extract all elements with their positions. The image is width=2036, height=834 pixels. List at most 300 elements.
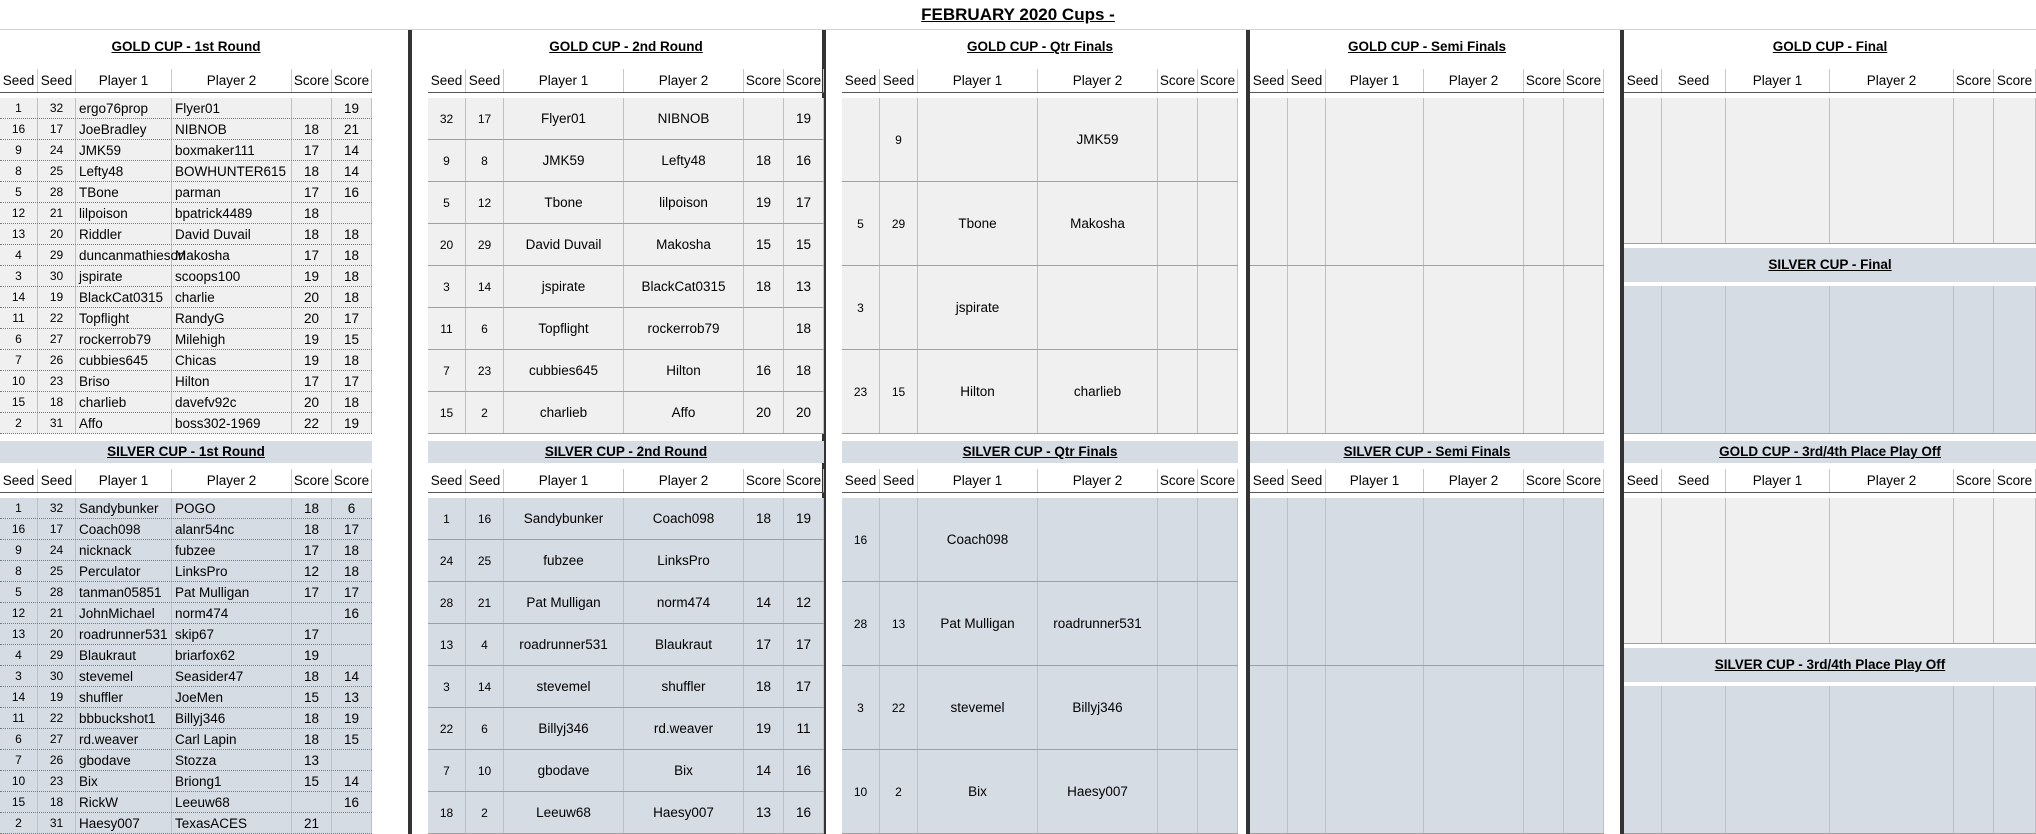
player-2-cell: Billyj346 — [172, 708, 292, 728]
column-header-player-1: Player 1 — [918, 469, 1038, 492]
table-row — [0, 540, 372, 561]
player-2-cell — [1830, 686, 1954, 833]
table-row — [1624, 286, 2036, 434]
seed-2-cell: 29 — [466, 224, 504, 265]
table-row — [0, 519, 372, 540]
score-2-cell: 17 — [332, 308, 372, 328]
seed-2-cell: 6 — [466, 308, 504, 349]
score-2-cell — [1198, 582, 1238, 665]
seed-1-cell: 20 — [428, 224, 466, 265]
seed-1-cell: 23 — [842, 350, 880, 433]
score-1-cell: 15 — [292, 771, 332, 791]
score-1-cell: 21 — [292, 813, 332, 833]
player-1-cell: ergo76prop — [76, 98, 172, 118]
player-1-cell: Bix — [76, 771, 172, 791]
player-1-cell: bbbuckshot1 — [76, 708, 172, 728]
gold-r1-title: GOLD CUP - 1st Round — [111, 39, 261, 54]
seed-2-cell: 14 — [466, 666, 504, 707]
column-header-seed: Seed — [1624, 469, 1662, 492]
seed-1-cell: 7 — [0, 750, 38, 770]
player-2-cell: skip67 — [172, 624, 292, 644]
seed-2-cell: 26 — [38, 350, 76, 370]
column-header-player-2: Player 2 — [1424, 69, 1524, 92]
column-header-score: Score — [1954, 469, 1994, 492]
seed-1-cell — [1624, 498, 1662, 643]
score-2-cell: 17 — [784, 666, 824, 707]
score-1-cell: 17 — [744, 624, 784, 665]
seed-2-cell: 15 — [880, 350, 918, 433]
player-2-cell — [1424, 666, 1524, 833]
gold-final-table — [1624, 98, 2036, 244]
score-1-cell — [1524, 266, 1564, 433]
column-header-score: Score — [1158, 69, 1198, 92]
seed-1-cell: 3 — [0, 266, 38, 286]
player-2-cell: parman — [172, 182, 292, 202]
score-2-cell — [332, 203, 372, 223]
seed-1-cell: 3 — [428, 266, 466, 307]
score-2-cell: 16 — [332, 792, 372, 812]
seed-1-cell: 16 — [842, 498, 880, 581]
player-2-cell: Coach098 — [624, 498, 744, 539]
seed-1-cell: 5 — [428, 182, 466, 223]
player-1-cell: Topflight — [504, 308, 624, 349]
seed-2-cell: 2 — [880, 750, 918, 833]
seed-1-cell: 4 — [0, 245, 38, 265]
seed-2-cell — [1288, 666, 1326, 833]
seed-2-cell — [880, 266, 918, 349]
table-row — [0, 750, 372, 771]
table-row — [428, 540, 824, 582]
score-1-cell — [1158, 98, 1198, 181]
player-1-cell: Hilton — [918, 350, 1038, 433]
column-header-score: Score — [332, 469, 372, 492]
player-1-cell: BlackCat0315 — [76, 287, 172, 307]
seed-2-cell: 32 — [38, 498, 76, 518]
table-row — [0, 203, 372, 224]
player-1-cell — [1726, 498, 1830, 643]
column-header-score: Score — [1564, 69, 1604, 92]
seed-2-cell — [1288, 498, 1326, 665]
table-row — [842, 350, 1238, 434]
player-1-cell: shuffler — [76, 687, 172, 707]
score-2-cell — [332, 624, 372, 644]
seed-1-cell: 11 — [0, 308, 38, 328]
player-1-cell: lilpoison — [76, 203, 172, 223]
seed-1-cell: 3 — [842, 666, 880, 749]
player-1-cell: Tbone — [504, 182, 624, 223]
score-2-cell: 15 — [332, 329, 372, 349]
seed-1-cell — [842, 98, 880, 181]
table-row — [0, 224, 372, 245]
score-2-cell: 20 — [784, 392, 824, 433]
player-2-cell: Milehigh — [172, 329, 292, 349]
player-1-cell: TBone — [76, 182, 172, 202]
silver-sf-title: SILVER CUP - Semi Finals — [1250, 441, 1604, 463]
table-row — [0, 603, 372, 624]
player-1-cell: JoeBradley — [76, 119, 172, 139]
table-row — [428, 666, 824, 708]
score-1-cell: 22 — [292, 413, 332, 433]
player-1-cell: Pat Mulligan — [918, 582, 1038, 665]
column-header-seed: Seed — [1288, 469, 1326, 492]
table-row — [428, 624, 824, 666]
player-2-cell: alanr54nc — [172, 519, 292, 539]
score-1-cell — [1524, 666, 1564, 833]
seed-1-cell: 14 — [0, 287, 38, 307]
score-1-cell: 17 — [292, 371, 332, 391]
table-row — [0, 413, 372, 434]
silver-r2-title: SILVER CUP - 2nd Round — [428, 441, 824, 463]
table-row — [0, 687, 372, 708]
column-header-seed: Seed — [1250, 69, 1288, 92]
table-row — [842, 498, 1238, 582]
player-2-cell: charlieb — [1038, 350, 1158, 433]
column-header-seed: Seed — [428, 469, 466, 492]
column-header-score: Score — [292, 469, 332, 492]
score-1-cell: 13 — [292, 750, 332, 770]
score-2-cell: 6 — [332, 498, 372, 518]
score-1-cell: 18 — [292, 203, 332, 223]
score-1-cell — [1158, 350, 1198, 433]
seed-2-cell: 21 — [38, 603, 76, 623]
column-header-seed: Seed — [842, 469, 880, 492]
score-1-cell: 17 — [292, 182, 332, 202]
score-2-cell: 17 — [332, 519, 372, 539]
gold-3rd4th-column-header — [1624, 466, 2036, 493]
seed-1-cell: 2 — [0, 413, 38, 433]
seed-2-cell — [1288, 98, 1326, 265]
seed-2-cell: 17 — [38, 519, 76, 539]
table-row — [0, 287, 372, 308]
table-row — [842, 98, 1238, 182]
score-1-cell: 18 — [292, 708, 332, 728]
silver-sf-column-header — [1250, 466, 1604, 493]
column-header-score: Score — [1524, 469, 1564, 492]
seed-2-cell: 28 — [38, 582, 76, 602]
table-row — [0, 498, 372, 519]
table-row — [0, 792, 372, 813]
player-1-cell — [1726, 98, 1830, 243]
player-2-cell: TexasACES — [172, 813, 292, 833]
seed-2-cell: 32 — [38, 98, 76, 118]
score-1-cell — [1158, 266, 1198, 349]
score-1-cell — [1954, 498, 1994, 643]
seed-1-cell: 2 — [0, 813, 38, 833]
player-2-cell: rd.weaver — [624, 708, 744, 749]
seed-1-cell: 12 — [0, 203, 38, 223]
player-2-cell: boxmaker111 — [172, 140, 292, 160]
player-1-cell: Sandybunker — [76, 498, 172, 518]
score-1-cell: 18 — [292, 666, 332, 686]
player-2-cell — [1830, 98, 1954, 243]
seed-2-cell: 19 — [38, 287, 76, 307]
score-2-cell: 21 — [332, 119, 372, 139]
seed-1-cell — [1250, 498, 1288, 665]
seed-1-cell: 1 — [0, 498, 38, 518]
player-2-cell: Hilton — [624, 350, 744, 391]
score-2-cell: 17 — [784, 182, 824, 223]
column-header-player-1: Player 1 — [76, 69, 172, 92]
player-2-cell: Stozza — [172, 750, 292, 770]
score-2-cell — [1994, 98, 2036, 243]
seed-2-cell: 31 — [38, 813, 76, 833]
score-1-cell — [1158, 498, 1198, 581]
player-2-cell: Makosha — [172, 245, 292, 265]
player-2-cell: boss302-1969 — [172, 413, 292, 433]
column-header-score: Score — [1524, 69, 1564, 92]
score-2-cell: 19 — [784, 98, 824, 139]
score-2-cell: 16 — [784, 140, 824, 181]
table-row — [0, 813, 372, 834]
gold-sf-table — [1250, 98, 1604, 434]
table-row — [0, 140, 372, 161]
seed-2-cell: 26 — [38, 750, 76, 770]
player-2-cell: briarfox62 — [172, 645, 292, 665]
score-2-cell: 14 — [332, 140, 372, 160]
seed-2-cell: 24 — [38, 140, 76, 160]
seed-1-cell: 3 — [842, 266, 880, 349]
score-2-cell — [1564, 266, 1604, 433]
player-1-cell: Haesy007 — [76, 813, 172, 833]
player-2-cell: Hilton — [172, 371, 292, 391]
seed-1-cell: 9 — [428, 140, 466, 181]
player-2-cell: Billyj346 — [1038, 666, 1158, 749]
score-1-cell — [1158, 750, 1198, 833]
player-2-cell: shuffler — [624, 666, 744, 707]
seed-1-cell: 32 — [428, 98, 466, 139]
seed-1-cell: 1 — [0, 98, 38, 118]
seed-2-cell: 14 — [466, 266, 504, 307]
player-1-cell: RickW — [76, 792, 172, 812]
score-2-cell: 12 — [784, 582, 824, 623]
score-1-cell: 20 — [292, 287, 332, 307]
column-header-score: Score — [1158, 469, 1198, 492]
player-2-cell — [1424, 98, 1524, 265]
table-row — [0, 561, 372, 582]
column-header-player-2: Player 2 — [1424, 469, 1524, 492]
column-header-seed: Seed — [1250, 469, 1288, 492]
seed-2-cell: 16 — [466, 498, 504, 539]
seed-1-cell: 12 — [0, 603, 38, 623]
column-header-player-1: Player 1 — [918, 69, 1038, 92]
score-1-cell — [744, 308, 784, 349]
column-header-score: Score — [744, 469, 784, 492]
score-2-cell — [332, 645, 372, 665]
table-row — [428, 224, 824, 266]
gold-r2-column-header — [428, 66, 824, 93]
column-header-score: Score — [1564, 469, 1604, 492]
player-1-cell: JohnMichael — [76, 603, 172, 623]
score-2-cell — [1198, 350, 1238, 433]
player-1-cell: duncanmathieson — [76, 245, 172, 265]
seed-1-cell: 8 — [0, 561, 38, 581]
table-row — [842, 182, 1238, 266]
column-header-seed: Seed — [38, 69, 76, 92]
column-header-score: Score — [784, 469, 824, 492]
seed-2-cell — [1288, 266, 1326, 433]
score-2-cell: 18 — [332, 287, 372, 307]
seed-2-cell: 24 — [38, 540, 76, 560]
seed-2-cell: 25 — [38, 561, 76, 581]
table-row — [0, 266, 372, 287]
table-row — [428, 792, 824, 834]
score-1-cell: 19 — [292, 350, 332, 370]
silver-r1-column-header — [0, 466, 372, 493]
score-2-cell: 16 — [784, 750, 824, 791]
seed-2-cell: 20 — [38, 624, 76, 644]
player-2-cell: Flyer01 — [172, 98, 292, 118]
column-header-player-2: Player 2 — [172, 69, 292, 92]
column-header-player-2: Player 2 — [624, 69, 744, 92]
gold-qf-title: GOLD CUP - Qtr Finals — [966, 39, 1113, 54]
score-2-cell: 17 — [332, 371, 372, 391]
player-2-cell: Blaukraut — [624, 624, 744, 665]
table-row — [1250, 498, 1604, 666]
player-1-cell: Pat Mulligan — [504, 582, 624, 623]
table-row — [0, 666, 372, 687]
seed-2-cell: 27 — [38, 329, 76, 349]
player-1-cell: Tbone — [918, 182, 1038, 265]
score-2-cell — [1564, 666, 1604, 833]
table-row — [0, 645, 372, 666]
column-header-score: Score — [744, 69, 784, 92]
seed-2-cell: 9 — [880, 98, 918, 181]
column-header-seed: Seed — [428, 69, 466, 92]
score-2-cell: 18 — [332, 266, 372, 286]
score-2-cell: 18 — [332, 561, 372, 581]
seed-1-cell: 6 — [0, 729, 38, 749]
score-1-cell: 17 — [292, 245, 332, 265]
column-header-seed: Seed — [1662, 469, 1726, 492]
player-1-cell: charlieb — [504, 392, 624, 433]
player-1-cell — [1326, 266, 1424, 433]
score-1-cell: 14 — [744, 750, 784, 791]
score-1-cell: 20 — [744, 392, 784, 433]
score-2-cell — [1198, 98, 1238, 181]
column-header-seed: Seed — [1288, 69, 1326, 92]
column-header-player-2: Player 2 — [1038, 69, 1158, 92]
seed-2-cell: 17 — [38, 119, 76, 139]
seed-2-cell — [1662, 498, 1726, 643]
seed-1-cell: 16 — [0, 519, 38, 539]
table-row — [428, 266, 824, 308]
seed-2-cell — [880, 498, 918, 581]
silver-qf-table — [842, 498, 1238, 834]
silver-r2-table — [428, 498, 824, 834]
seed-1-cell: 1 — [428, 498, 466, 539]
seed-1-cell: 18 — [428, 792, 466, 833]
column-header-score: Score — [1198, 69, 1238, 92]
silver-3rd4th-title: SILVER CUP - 3rd/4th Place Play Off — [1624, 648, 2036, 682]
score-2-cell: 16 — [332, 603, 372, 623]
table-row — [0, 392, 372, 413]
player-2-cell: LinksPro — [172, 561, 292, 581]
score-1-cell — [1954, 286, 1994, 433]
silver-final-title: SILVER CUP - Final — [1624, 248, 2036, 282]
player-1-cell: Affo — [76, 413, 172, 433]
table-row — [1250, 666, 1604, 834]
player-2-cell: Lefty48 — [624, 140, 744, 181]
score-2-cell — [332, 813, 372, 833]
player-2-cell: Leeuw68 — [172, 792, 292, 812]
seed-2-cell: 29 — [880, 182, 918, 265]
player-2-cell: JMK59 — [1038, 98, 1158, 181]
score-1-cell: 17 — [292, 140, 332, 160]
player-1-cell: tanman05851 — [76, 582, 172, 602]
column-header-score: Score — [1994, 469, 2036, 492]
silver-qf-column-header — [842, 466, 1238, 493]
score-2-cell: 15 — [332, 729, 372, 749]
player-1-cell: Leeuw68 — [504, 792, 624, 833]
column-header-score: Score — [292, 69, 332, 92]
table-row — [428, 708, 824, 750]
player-1-cell: gbodave — [76, 750, 172, 770]
table-row — [0, 350, 372, 371]
player-2-cell: rockerrob79 — [624, 308, 744, 349]
gold-r2-table — [428, 98, 824, 434]
score-2-cell — [1994, 286, 2036, 433]
player-1-cell: jspirate — [76, 266, 172, 286]
score-1-cell: 15 — [292, 687, 332, 707]
silver-r2-column-header — [428, 466, 824, 493]
score-2-cell: 11 — [784, 708, 824, 749]
seed-1-cell: 13 — [0, 624, 38, 644]
column-header-seed: Seed — [0, 69, 38, 92]
seed-2-cell: 27 — [38, 729, 76, 749]
gold-sf-title: GOLD CUP - Semi Finals — [1347, 39, 1507, 54]
score-2-cell: 18 — [784, 350, 824, 391]
score-1-cell: 19 — [744, 708, 784, 749]
seed-1-cell: 6 — [0, 329, 38, 349]
score-1-cell: 19 — [292, 329, 332, 349]
score-2-cell: 13 — [784, 266, 824, 307]
score-2-cell: 19 — [332, 413, 372, 433]
seed-2-cell: 17 — [466, 98, 504, 139]
column-header-seed: Seed — [842, 69, 880, 92]
score-1-cell — [1954, 686, 1994, 833]
player-1-cell — [1726, 686, 1830, 833]
player-2-cell: NIBNOB — [172, 119, 292, 139]
player-2-cell: Affo — [624, 392, 744, 433]
player-1-cell — [1326, 666, 1424, 833]
gold-3rd4th-title: GOLD CUP - 3rd/4th Place Play Off — [1624, 441, 2036, 463]
seed-2-cell: 12 — [466, 182, 504, 223]
table-row — [842, 750, 1238, 834]
seed-1-cell: 4 — [0, 645, 38, 665]
score-2-cell — [784, 540, 824, 581]
seed-2-cell: 8 — [466, 140, 504, 181]
score-1-cell: 18 — [744, 666, 784, 707]
seed-2-cell: 28 — [38, 182, 76, 202]
score-1-cell — [292, 603, 332, 623]
seed-1-cell: 16 — [0, 119, 38, 139]
player-1-cell: Bix — [918, 750, 1038, 833]
score-2-cell: 18 — [784, 308, 824, 349]
score-1-cell: 18 — [292, 729, 332, 749]
seed-1-cell: 10 — [0, 371, 38, 391]
seed-2-cell: 2 — [466, 792, 504, 833]
score-1-cell: 18 — [292, 119, 332, 139]
table-row — [0, 161, 372, 182]
table-row — [428, 498, 824, 540]
column-header-player-2: Player 2 — [624, 469, 744, 492]
column-header-score: Score — [1994, 69, 2036, 92]
score-2-cell: 19 — [784, 498, 824, 539]
player-1-cell: Billyj346 — [504, 708, 624, 749]
player-1-cell: cubbies645 — [76, 350, 172, 370]
score-2-cell: 14 — [332, 771, 372, 791]
score-2-cell: 15 — [784, 224, 824, 265]
